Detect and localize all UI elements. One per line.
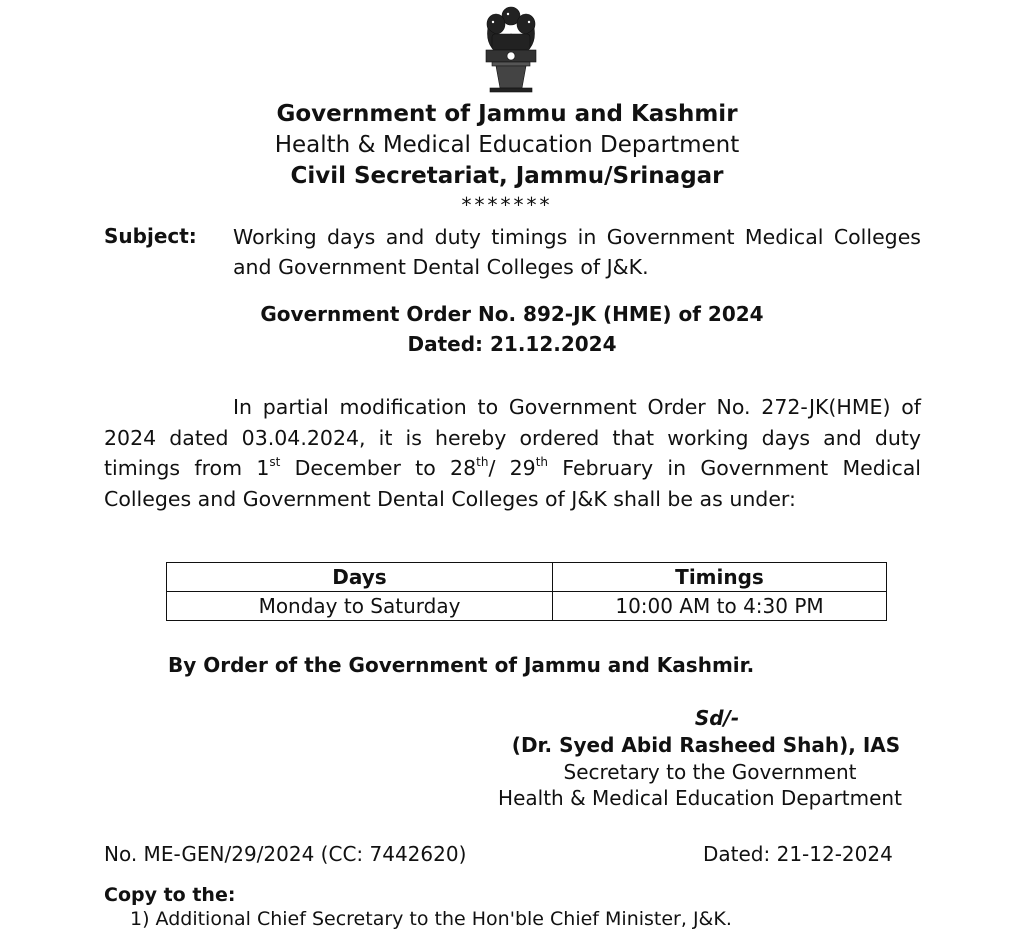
body-text-part: / 29: [488, 456, 536, 480]
body-text-part: December to 28: [280, 456, 477, 480]
timings-table: [166, 562, 887, 621]
table-row: [167, 592, 887, 621]
signatory-name: (Dr. Syed Abid Rasheed Shah), IAS: [511, 733, 901, 757]
department-name: Health & Medical Education Department: [274, 132, 740, 158]
by-order-line: By Order of the Government of Jammu and Kashmir.: [168, 653, 755, 677]
timings-cell: 10:00 AM to 4:30 PM: [553, 592, 887, 621]
order-number: Government Order No. 892-JK (HME) of 2024: [260, 302, 764, 326]
column-header-days: Days: [167, 563, 553, 592]
order-date: Dated: 21.12.2024: [407, 332, 617, 356]
signature-sd: Sd/-: [694, 706, 740, 730]
header-separator: *******: [461, 193, 553, 217]
signatory-designation: Secretary to the Government: [563, 760, 857, 784]
government-title: Government of Jammu and Kashmir: [276, 101, 738, 127]
ordinal-suffix: th: [476, 455, 489, 469]
copy-to-label: Copy to the:: [104, 884, 236, 906]
signatory-department: Health & Medical Education Department: [498, 786, 902, 810]
copy-to-first-item: [130, 908, 790, 930]
reference-date: Dated: 21-12-2024: [703, 842, 893, 866]
office-location: Civil Secretariat, Jammu/Srinagar: [290, 163, 724, 189]
subject-label: Subject:: [104, 224, 197, 248]
ordinal-suffix: st: [269, 455, 281, 469]
days-cell: Monday to Saturday: [167, 592, 553, 621]
ordinal-suffix: th: [535, 455, 549, 469]
body-text-part: February in Government Medical Colleges and Government Dental Colleges of J&K shall be as under:: [104, 456, 921, 511]
table-header-row: [167, 563, 887, 592]
state-emblem-icon: [478, 4, 544, 96]
column-header-timings: Timings: [553, 563, 887, 592]
body-text-part: In partial modification to Government Order No. 272-JK(HME) of 2024 dated 03.04.2024, it is hereby ordered that working days and duty timings from 1: [104, 395, 921, 480]
reference-number: No. ME-GEN/29/2024 (CC: 7442620): [104, 842, 467, 866]
subject-text: Working days and duty timings in Government Medical Colleges and Government Dental Colleges of J&K.: [233, 225, 921, 279]
copy-to-item-text: 1) Additional Chief Secretary to the Hon'ble Chief Minister, J&K.: [130, 908, 732, 930]
order-body-paragraph: [104, 392, 921, 514]
